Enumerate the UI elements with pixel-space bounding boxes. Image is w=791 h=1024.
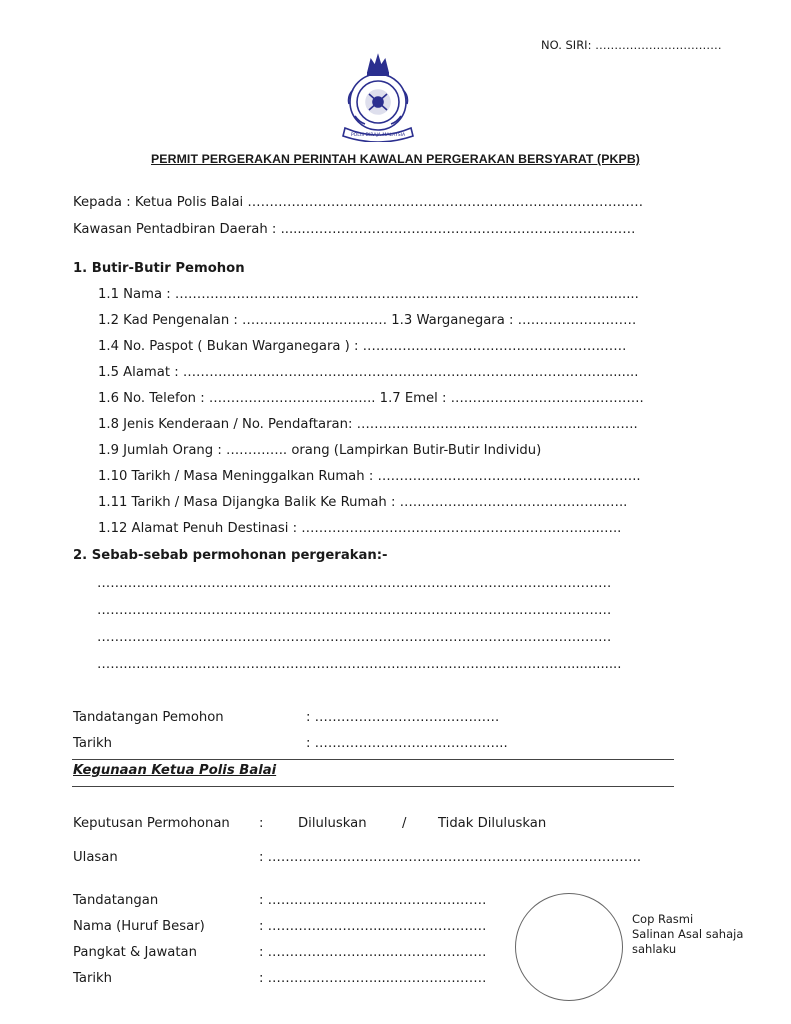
decision-label: Keputusan Permohonan — [73, 816, 230, 831]
field-kenderaan: 1.8 Jenis Kenderaan / No. Pendaftaran: ………………………………………………………. — [98, 417, 638, 432]
officer-rank-field: : …………………….....………………… — [259, 945, 487, 960]
stamp-note-line: sahlaku — [632, 942, 677, 956]
field-alamat: 1.5 Alamat : ……………………………………………………………………………………........ — [98, 365, 639, 380]
field-destinasi: 1.12 Alamat Penuh Destinasi : …………………………………………………………..….. — [98, 521, 622, 536]
reason-line: ……………………………………………………………………………………………………… — [97, 603, 612, 618]
addressee-line: Kepada : Ketua Polis Balai ……………………………………………………………………………… — [73, 195, 644, 210]
officer-name-label: Nama (Huruf Besar) — [73, 919, 205, 934]
option-approved: Diluluskan — [298, 816, 367, 831]
officer-date-label: Tarikh — [73, 971, 113, 986]
field-tarikh-keluar: 1.10 Tarikh / Masa Meninggalkan Rumah : …………………………………………….…….. — [98, 469, 641, 484]
field-kad-pengenalan: 1.2 Kad Pengenalan : …………………………… 1.3 Warganegara : ……………………… — [98, 313, 637, 328]
option-rejected: Tidak Diluluskan — [438, 816, 547, 831]
stamp-note-line: Salinan Asal sahaja — [632, 927, 744, 941]
field-paspot: 1.4 No. Paspot ( Bukan Warganegara ) : …………………………………………………… — [98, 339, 627, 354]
section-2-heading: 2. Sebab-sebab permohonan pergerakan:- — [73, 548, 388, 563]
officer-date-field: : …………………….....………………… — [259, 971, 487, 986]
crest-banner-text: POLIS DIRAJA MALAYSIA — [350, 133, 406, 138]
police-crest-logo — [333, 50, 423, 142]
official-stamp-circle — [515, 893, 623, 1001]
section-1-heading: 1. Butir-Butir Pemohon — [73, 261, 245, 276]
officer-signature-label: Tandatangan — [73, 893, 159, 908]
officer-name-field: : …………………….....………………… — [259, 919, 487, 934]
official-section-bottom-rule — [72, 786, 674, 787]
reason-line: ……………………………………………………………………………………………………… — [97, 630, 612, 645]
field-jumlah-orang: 1.9 Jumlah Orang : ………….. orang (Lampirkan Butir-Butir Individu) — [98, 443, 542, 458]
reason-line: ……..………………………………………………………………………………………............. — [97, 657, 622, 672]
option-separator: / — [402, 816, 407, 831]
remarks-field: : …………………………………………………………………………. — [259, 850, 642, 865]
district-line: Kawasan Pentadbiran Daerah : ......………………………………………………………………… — [73, 222, 636, 237]
serial-number: NO. SIRI: …………………………… — [541, 38, 722, 52]
decision-colon: : — [259, 816, 264, 831]
official-section-top-rule — [72, 759, 674, 760]
applicant-signature-field: : …………………………………… — [306, 710, 500, 725]
reason-line: ……………………………………………………………………………………………………… — [97, 576, 612, 591]
field-telefon: 1.6 No. Telefon : ……………………………….. 1.7 Emel : …………………………………….. — [98, 391, 644, 406]
field-tarikh-balik: 1.11 Tarikh / Masa Dijangka Balik Ke Rumah : ………………………………………..….. — [98, 495, 628, 510]
remarks-label: Ulasan — [73, 850, 118, 865]
applicant-date-field: : …………………………………….. — [306, 736, 508, 751]
applicant-date-label: Tarikh — [73, 736, 113, 751]
field-nama: 1.1 Nama : …………………………………………………………………………………….......... — [98, 287, 639, 302]
official-use-heading: Kegunaan Ketua Polis Balai — [73, 763, 277, 778]
officer-signature-field: : …………………….....………………… — [259, 893, 487, 908]
applicant-signature-label: Tandatangan Pemohon — [73, 710, 224, 725]
stamp-note — [632, 912, 762, 957]
form-title: PERMIT PERGERAKAN PERINTAH KAWALAN PERGERAKAN BERSYARAT (PKPB) — [151, 152, 640, 166]
officer-rank-label: Pangkat & Jawatan — [73, 945, 197, 960]
stamp-note-line: Cop Rasmi — [632, 912, 694, 926]
